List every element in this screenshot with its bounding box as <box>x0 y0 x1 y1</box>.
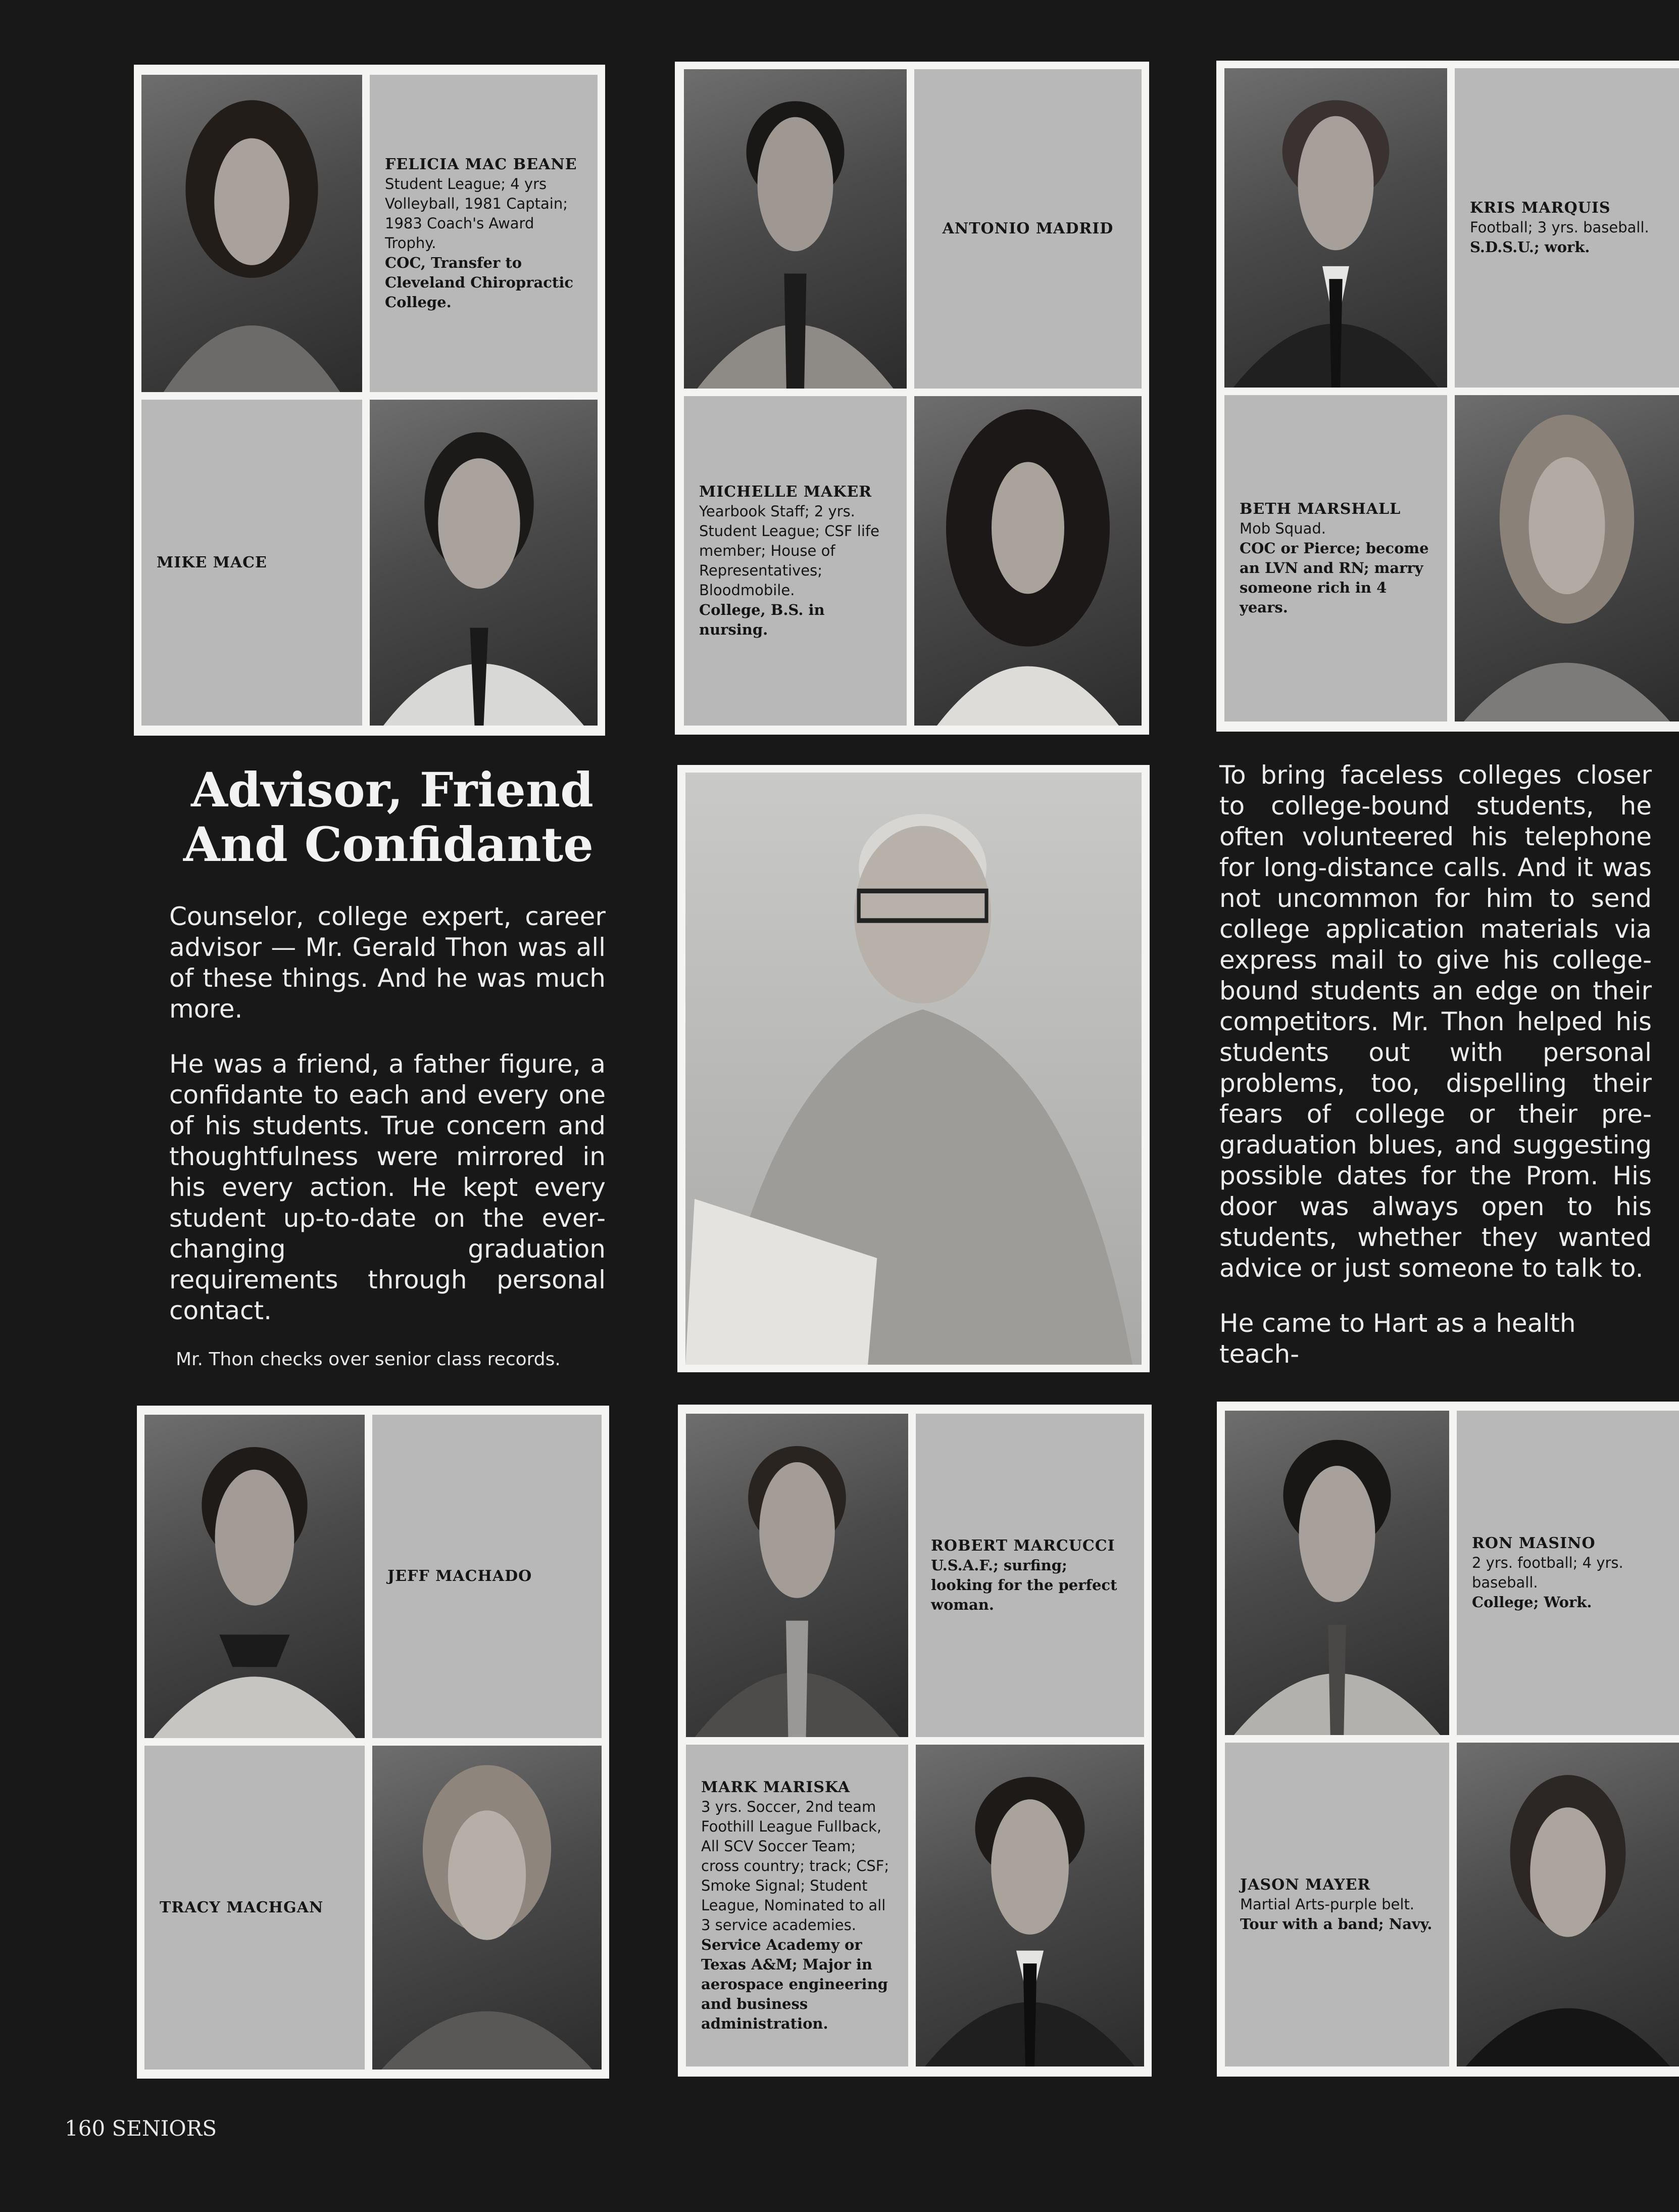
text-panel-robert-marcucci <box>916 1414 1144 1737</box>
senior-name: JASON MAYER <box>1240 1876 1371 1894</box>
text-panel-tracy-machgan <box>144 1746 365 2070</box>
portrait-antonio-madrid <box>684 69 907 389</box>
portrait-beth-marshall <box>1455 395 1679 722</box>
senior-name: MARK MARISKA <box>701 1778 851 1796</box>
senior-future-plans: Service Academy or Texas A&M; Major in aerospace engineering and business administration. <box>701 1936 888 2032</box>
portrait-kris-marquis <box>1224 68 1447 388</box>
senior-future-plans: College, B.S. in nursing. <box>699 601 825 638</box>
text-panel-jason-mayer <box>1225 1743 1449 2066</box>
feature-photo-frame <box>677 765 1150 1372</box>
text-panel-michelle-maker <box>684 396 907 726</box>
portrait-mike-mace <box>370 400 598 726</box>
text-panel-beth-marshall <box>1224 395 1447 722</box>
feature-heading <box>146 763 594 872</box>
senior-activities: Martial Arts-purple belt. <box>1240 1895 1415 1913</box>
portrait-ron-masino <box>1225 1411 1449 1735</box>
senior-future-plans: U.S.A.F.; surfing; looking for the perfect woman. <box>931 1556 1117 1613</box>
portrait-block-5 <box>678 1405 1152 2077</box>
feature-heading-line-2: And Confidante <box>183 817 594 873</box>
portrait-block-1 <box>134 65 605 736</box>
text-panel-felicia-mac-beane <box>370 75 598 392</box>
text-panel-kris-marquis <box>1455 68 1679 388</box>
senior-name: BETH MARSHALL <box>1240 500 1401 518</box>
portrait-michelle-maker <box>914 396 1142 726</box>
feature-left-column <box>169 901 606 1351</box>
senior-name: TRACY MACHGAN <box>160 1898 324 1916</box>
senior-name: ROBERT MARCUCCI <box>931 1536 1115 1555</box>
feature-paragraph-4: He came to Hart as a health teach- <box>1219 1309 1576 1369</box>
senior-future-plans: College; Work. <box>1472 1593 1592 1611</box>
senior-name: KRIS MARQUIS <box>1470 199 1611 217</box>
portrait-robert-marcucci <box>686 1414 908 1737</box>
photo-caption: Mr. Thon checks over senior class records. <box>176 1349 561 1370</box>
senior-activities: Mob Squad. <box>1240 519 1326 537</box>
senior-future-plans: Tour with a band; Navy. <box>1240 1915 1433 1933</box>
senior-future-plans: COC or Pierce; become an LVN and RN; marry someone rich in 4 years. <box>1240 539 1429 616</box>
senior-name: MIKE MACE <box>157 553 267 571</box>
text-panel-ron-masino <box>1457 1411 1679 1735</box>
portrait-jason-mayer <box>1457 1743 1679 2066</box>
feature-heading-line-1: Advisor, Friend <box>191 762 594 818</box>
text-panel-mark-mariska <box>686 1745 908 2066</box>
senior-activities: Yearbook Staff; 2 yrs. Student League; CSF life member; House of Representatives; Bloodmobile. <box>699 502 879 599</box>
senior-activities: Student League; 4 yrs Volleyball, 1981 Captain; 1983 Coach's Award Trophy. <box>385 175 568 252</box>
text-panel-antonio-madrid <box>914 69 1142 389</box>
senior-activities: Football; 3 yrs. baseball. <box>1470 219 1649 236</box>
senior-activities: 2 yrs. football; 4 yrs. baseball. <box>1472 1554 1623 1591</box>
feature-paragraph-3: To bring faceless colleges closer to college-bound students, he often volunteered his telephone for long-distance calls. And it was not uncommon for him to send college application materials via express mail to give his college-bound students an edge on their competitors. Mr. Thon helped his students out with personal problems, too, dispelling their fears of college or their pre-graduation blues, and suggesting possible dates for the Prom. His door was always open to his students, whether they wanted advice or just someone to talk to. <box>1219 760 1652 1283</box>
portrait-tracy-machgan <box>372 1746 602 2070</box>
feature-paragraph-2: He was a friend, a father figure, a confidante to each and every one of his students. True concern and thoughtfulness were mirrored in his every action. He kept every student up-to-date on the ever-changing graduation requirements through personal contact. <box>169 1049 606 1325</box>
page-folio: 160 SENIORS <box>65 2116 217 2141</box>
portrait-mark-mariska <box>916 1745 1144 2066</box>
senior-name: MICHELLE MAKER <box>699 483 872 501</box>
portrait-block-4 <box>137 1406 609 2079</box>
portrait-block-2 <box>675 62 1149 735</box>
senior-name: JEFF MACHADO <box>387 1567 532 1585</box>
portrait-jeff-machado <box>144 1415 365 1738</box>
portrait-block-6 <box>1217 1402 1679 2077</box>
senior-activities: 3 yrs. Soccer, 2nd team Foothill League Fullback, All SCV Soccer Team; cross country; track; CSF; Smoke Signal; Student League, Nominated to all 3 service academies. <box>701 1798 890 1934</box>
feature-paragraph-1: Counselor, college expert, career advisor — Mr. Gerald Thon was all of these things. And he was much more. <box>169 902 606 1024</box>
text-panel-jeff-machado <box>372 1415 602 1738</box>
senior-name: FELICIA MAC BEANE <box>385 155 577 173</box>
senior-future-plans: COC, Transfer to Cleveland Chiropractic College. <box>385 254 573 311</box>
senior-name: RON MASINO <box>1472 1534 1596 1552</box>
feature-right-column <box>1219 760 1652 1394</box>
feature-photo-mr-thon <box>685 773 1142 1365</box>
portrait-block-3 <box>1216 61 1679 732</box>
senior-future-plans: S.D.S.U.; work. <box>1470 238 1590 256</box>
portrait-felicia-mac-beane <box>141 75 362 392</box>
text-panel-mike-mace <box>141 400 362 726</box>
senior-name: ANTONIO MADRID <box>942 220 1114 237</box>
